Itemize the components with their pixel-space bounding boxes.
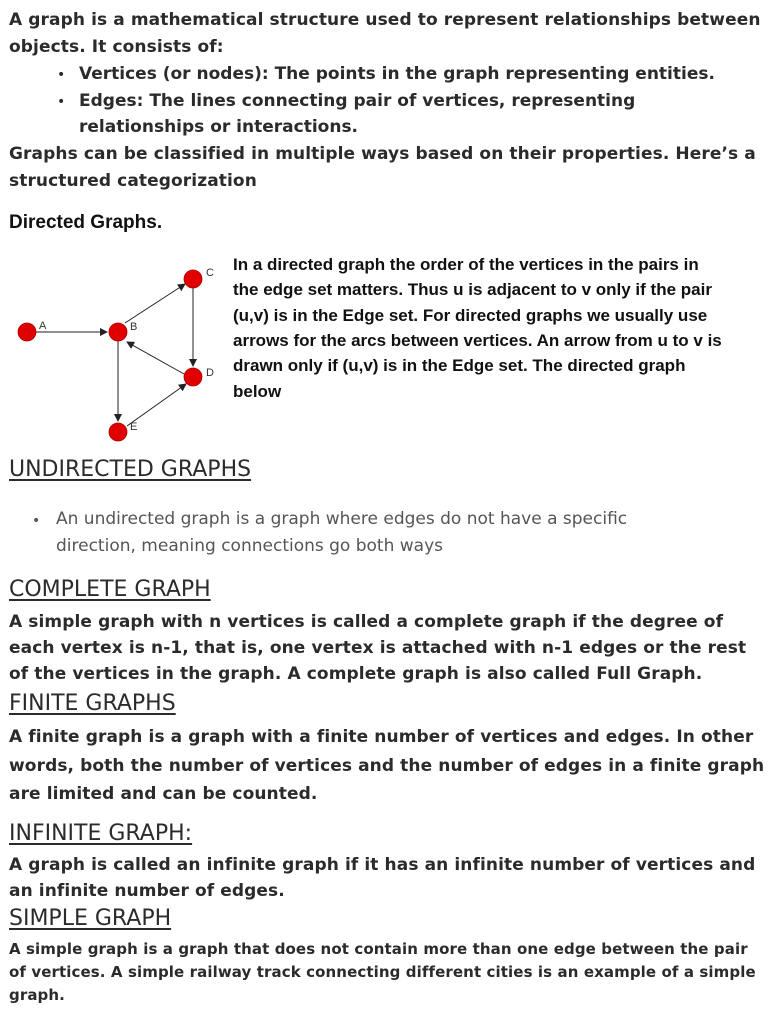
intro-line-1: A graph is a mathematical structure used to represent relationships between: [9, 10, 761, 30]
section-heading-undirected: UNDIRECTED GRAPHS: [9, 457, 252, 482]
undirected-bullet-line-1: An undirected graph is a graph where edges do not have a specific: [56, 509, 628, 529]
simple-line-1: A simple graph is a graph that does not contain more than one edge between the pair: [9, 940, 748, 958]
directed-paragraph-line-4: arrows for the arcs between vertices. An arrow from u to v is: [233, 331, 722, 350]
list-item-edges: Edges: The lines connecting pair of vertices, representing: [79, 91, 636, 111]
directed-graph-diagram: [0, 248, 230, 448]
node-label-d: D: [206, 367, 214, 379]
node-e: [109, 423, 127, 441]
edge-d-b: [127, 342, 184, 374]
edge-e-d: [127, 384, 186, 426]
list-item-vertices: Vertices (or nodes): The points in the graph representing entities.: [79, 64, 715, 84]
intro-line-2: objects. It consists of:: [9, 37, 224, 57]
simple-line-3: graph.: [9, 986, 65, 1004]
list-item-edges-continued: relationships or interactions.: [79, 117, 359, 137]
infinite-line-2: an infinite number of edges.: [9, 881, 285, 901]
finite-line-1: A finite graph is a graph with a finite number of vertices and edges. In other: [9, 727, 754, 747]
complete-line-1: A simple graph with n vertices is called a complete graph if the degree of: [9, 612, 724, 632]
simple-line-2: of vertices. A simple railway track connecting different cities is an example of a simple: [9, 963, 756, 981]
bullet-dot-icon: •: [57, 67, 66, 83]
directed-paragraph-line-3: (u,v) is in the Edge set. For directed graphs we usually use: [233, 306, 708, 325]
infinite-line-1: A graph is called an infinite graph if it has an infinite number of vertices and: [9, 855, 756, 875]
node-d: [184, 368, 202, 386]
section-heading-simple: SIMPLE GRAPH: [9, 906, 172, 931]
node-label-b: B: [130, 321, 138, 333]
bullet-dot-icon: •: [57, 94, 66, 110]
undirected-bullet-line-2: direction, meaning connections go both ways: [56, 536, 444, 556]
section-heading-infinite: INFINITE GRAPH:: [9, 821, 193, 846]
complete-line-2: each vertex is n-1, that is, one vertex is attached with n-1 edges or the rest: [9, 638, 747, 658]
section-heading-finite: FINITE GRAPHS: [9, 691, 176, 716]
complete-line-3: of the vertices in the graph. A complete graph is also called Full Graph.: [9, 664, 703, 684]
node-a: [18, 323, 36, 341]
classify-line-1: Graphs can be classified in multiple ways based on their properties. Here’s a: [9, 144, 756, 164]
section-heading-directed: Directed Graphs.: [9, 212, 163, 233]
directed-paragraph-line-2: the edge set matters. Thus u is adjacent to v only if the pair: [233, 280, 712, 299]
section-heading-complete: COMPLETE GRAPH: [9, 577, 211, 602]
bullet-dot-icon: •: [32, 513, 41, 529]
node-label-a: A: [39, 320, 47, 332]
edge-b-c: [125, 284, 185, 323]
directed-paragraph-line-5: drawn only if (u,v) is in the Edge set. The directed graph: [233, 356, 686, 375]
directed-paragraph-line-6: below: [233, 382, 282, 401]
finite-line-3: are limited and can be counted.: [9, 784, 318, 804]
directed-paragraph-line-1: In a directed graph the order of the vertices in the pairs in: [233, 255, 699, 274]
finite-line-2: words, both the number of vertices and the number of edges in a finite graph: [9, 756, 765, 776]
node-label-e: E: [130, 421, 138, 433]
node-b: [109, 323, 127, 341]
classify-line-2: structured categorization: [9, 171, 257, 191]
node-label-c: C: [206, 267, 214, 279]
node-c: [184, 270, 202, 288]
